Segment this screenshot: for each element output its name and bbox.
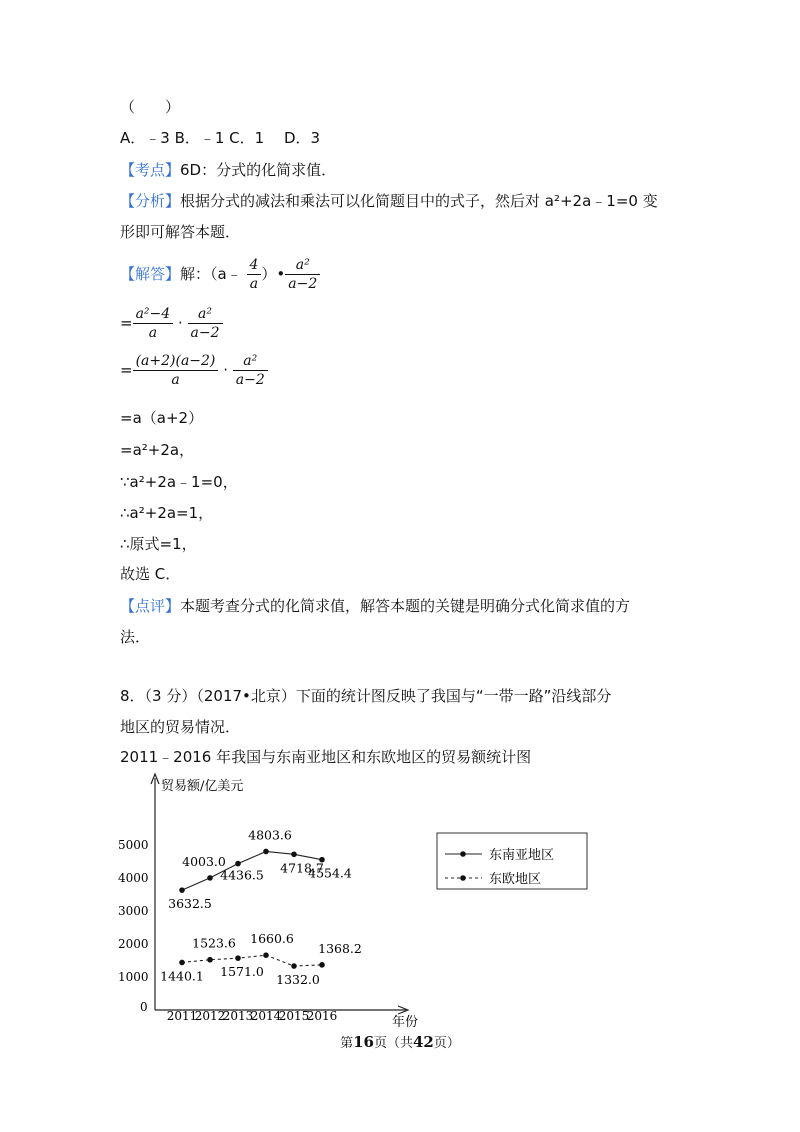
data-point (207, 957, 213, 963)
page-total: 42 (413, 1033, 434, 1051)
x-tick-label: 2015 (278, 1009, 310, 1023)
data-point (179, 887, 185, 893)
data-label: 1368.2 (318, 940, 362, 956)
legend-marker (460, 851, 466, 857)
data-point (291, 963, 297, 969)
fraction-step2-a: $\frac{(a+2)(a-2)}{a}$ (133, 352, 219, 389)
step-6: ∴a²+2a=1， (120, 504, 214, 522)
data-label: 4803.6 (248, 827, 292, 843)
fenxi-line1 (120, 191, 658, 211)
data-label: 4003.0 (182, 853, 226, 869)
fraction-a2-over-a-2: $\frac{\text{a²}}{a-2}$ (285, 256, 320, 293)
step-7: ∴原式=1， (120, 535, 197, 553)
page-footer: 第16页（共42页） (340, 1033, 460, 1051)
fraction-step1-a: $\frac{\text{a²−4}}{a}$ (133, 305, 174, 342)
q8-line2: 地区的贸易情况． (120, 718, 241, 736)
question-tail: （ ） (120, 98, 181, 116)
dianping-line1 (120, 596, 630, 616)
trade-line-chart (110, 770, 590, 1030)
fraction-step1-b: $\frac{\text{a²}}{a-2}$ (188, 305, 223, 342)
data-label: 1523.6 (192, 935, 236, 951)
legend-label: 东欧地区 (489, 872, 542, 887)
data-labels (160, 827, 362, 987)
q8-line1: 8．（3 分）（2017•北京）下面的统计图反映了我国与“一带一路”沿线部分 (120, 687, 612, 705)
jieda-mid: ）• (261, 265, 286, 283)
jieda-tag: 【解答】 (120, 265, 181, 283)
x-axis-label: 年份 (392, 1015, 419, 1030)
kaodian-line (120, 160, 336, 180)
data-point (263, 849, 269, 855)
legend-marker (460, 875, 466, 881)
step-8: 故选 C． (120, 565, 181, 583)
step-2: = $\frac{(a+2)(a-2)}{a}$ · $\frac{\text{a²}}{a-2}$ (120, 350, 268, 390)
chart-legend (437, 833, 587, 889)
chart-title: 2011﹣2016 年我国与东南亚地区和东欧地区的贸易额统计图 (120, 748, 532, 766)
data-label: 3632.5 (168, 896, 212, 912)
data-label: 1571.0 (220, 964, 264, 980)
step-1: = $\frac{\text{a²−4}}{a}$ · $\frac{\text{a²}}{a-2}$ (120, 303, 223, 343)
kaodian-tag: 【考点】 (120, 161, 181, 179)
data-label: 4554.4 (308, 865, 352, 881)
answer-options: A．﹣3 B．﹣1 C．1 D．3 (120, 129, 321, 147)
data-label: 4718.7 (280, 860, 324, 876)
y-axis-label: 贸易额/亿美元 (161, 779, 244, 794)
x-tick-label: 2013 (222, 1009, 254, 1023)
y-tick-label: 2000 (118, 937, 149, 951)
y-tick-label: 4000 (118, 871, 149, 885)
kaodian-text: 6D：分式的化简求值． (180, 161, 337, 179)
data-label: 1440.1 (160, 968, 204, 984)
legend-label: 东南亚地区 (489, 848, 555, 863)
data-label: 1332.0 (276, 972, 320, 988)
data-point (235, 861, 241, 867)
data-point (291, 851, 297, 857)
y-tick-label: 1000 (118, 970, 149, 984)
x-tick-label: 2011 (166, 1009, 198, 1023)
data-point (179, 960, 185, 966)
step-4: =a²+2a， (120, 441, 195, 459)
data-label: 4436.5 (220, 867, 264, 883)
fenxi-text: 根据分式的减法和乘法可以化简题目中的式子，然后对 a²+2a﹣1=0 变 (180, 192, 658, 210)
step-5: ∵a²+2a﹣1=0， (120, 473, 238, 491)
page-number: 16 (353, 1033, 374, 1051)
x-ticks (167, 1009, 338, 1023)
y-ticks (118, 838, 149, 1014)
jieda-line (120, 254, 320, 294)
data-point (263, 952, 269, 958)
x-tick-label: 2012 (194, 1009, 226, 1023)
y-tick-label: 3000 (118, 904, 149, 918)
data-point (207, 875, 213, 881)
fraction-step2-b: $\frac{\text{a²}}{a-2}$ (233, 352, 268, 389)
data-label: 1660.6 (250, 931, 294, 947)
y-tick-label: 0 (140, 1000, 148, 1014)
dianping-tag: 【点评】 (120, 597, 181, 615)
data-point (319, 962, 325, 968)
fenxi-line2: 形即可解答本题． (120, 223, 241, 241)
step-3: =a（a+2） (120, 409, 204, 427)
y-tick-label: 5000 (118, 838, 149, 852)
x-tick-label: 2016 (306, 1009, 338, 1023)
fraction-4-over-a: $\frac{4}{a}$ (247, 256, 262, 293)
x-tick-label: 2014 (250, 1009, 282, 1023)
dianping-text: 本题考查分式的化简求值，解答本题的关键是明确分式化简求值的方 (180, 597, 631, 615)
data-point (235, 955, 241, 961)
dianping-line2: 法． (120, 628, 151, 646)
fenxi-tag: 【分析】 (120, 192, 181, 210)
jieda-lead: 解：（a﹣ (180, 265, 242, 283)
